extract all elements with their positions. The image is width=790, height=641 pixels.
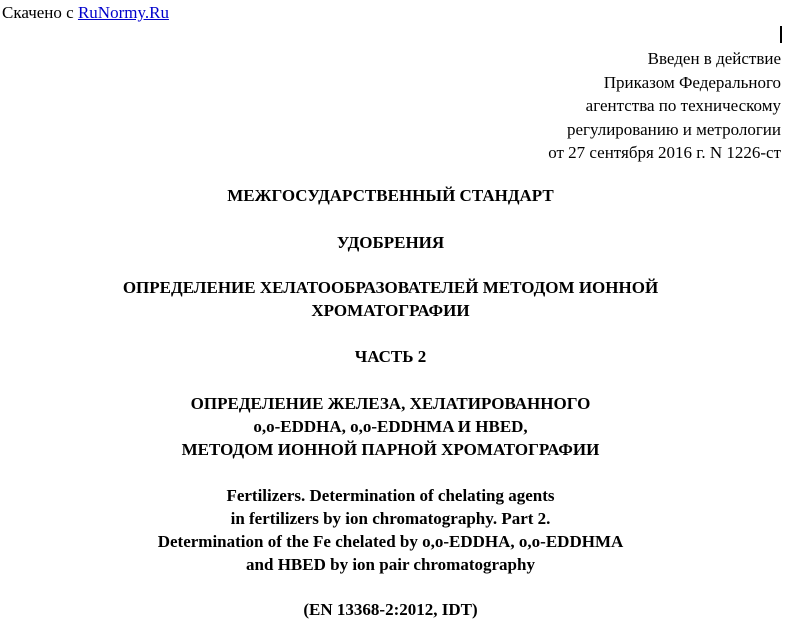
enactment-line: Введен в действие [647,49,781,68]
english-title-line: Determination of the Fe chelated by o,o-EDDHA, o,o-EDDHMA [157,532,624,551]
downloaded-from-note [2,3,169,23]
subject-heading [0,231,781,254]
english-title-line: in fertilizers by ion chromatography. Part 2. [230,509,551,528]
part-text: ЧАСТЬ 2 [354,347,427,366]
enactment-line: Приказом Федерального [603,72,781,92]
english-title-heading [0,484,781,576]
text-cursor [780,26,782,43]
method-line: ОПРЕДЕЛЕНИЕ ХЕЛАТООБРАЗОВАТЕЛЕЙ МЕТОДОМ ИОННОЙ [122,278,659,297]
english-title-line: and HBED by ion pair chromatography [246,555,535,574]
part-heading [0,345,781,368]
part-title-line: ОПРЕДЕЛЕНИЕ ЖЕЛЕЗА, ХЕЛАТИРОВАННОГО [190,394,591,413]
equivalence-heading [0,598,781,621]
equivalence-text: (EN 13368-2:2012, IDT) [303,600,478,619]
part-title-line: o,o-EDDHA, o,o-EDDHMA И HBED, [253,417,528,436]
runormy-link[interactable]: RuNormy.Ru [77,3,169,22]
subject-text: УДОБРЕНИЯ [336,233,445,252]
english-title-line: Fertilizers. Determination of chelating agents [226,486,555,505]
method-line: ХРОМАТОГРАФИИ [311,301,470,320]
downloaded-prefix: Скачено с [2,3,74,22]
standard-type-heading [0,184,781,207]
enactment-note [548,47,781,165]
standard-type-text: МЕЖГОСУДАРСТВЕННЫЙ СТАНДАРТ [227,186,554,205]
method-heading [0,276,781,322]
enactment-line: от 27 сентября 2016 г. N 1226-ст [548,143,781,162]
enactment-line: регулированию и метрологии [566,119,781,139]
part-title-heading [0,392,781,461]
part-title-line: МЕТОДОМ ИОННОЙ ПАРНОЙ ХРОМАТОГРАФИИ [181,440,600,459]
enactment-line: агентства по техническому [585,96,781,115]
